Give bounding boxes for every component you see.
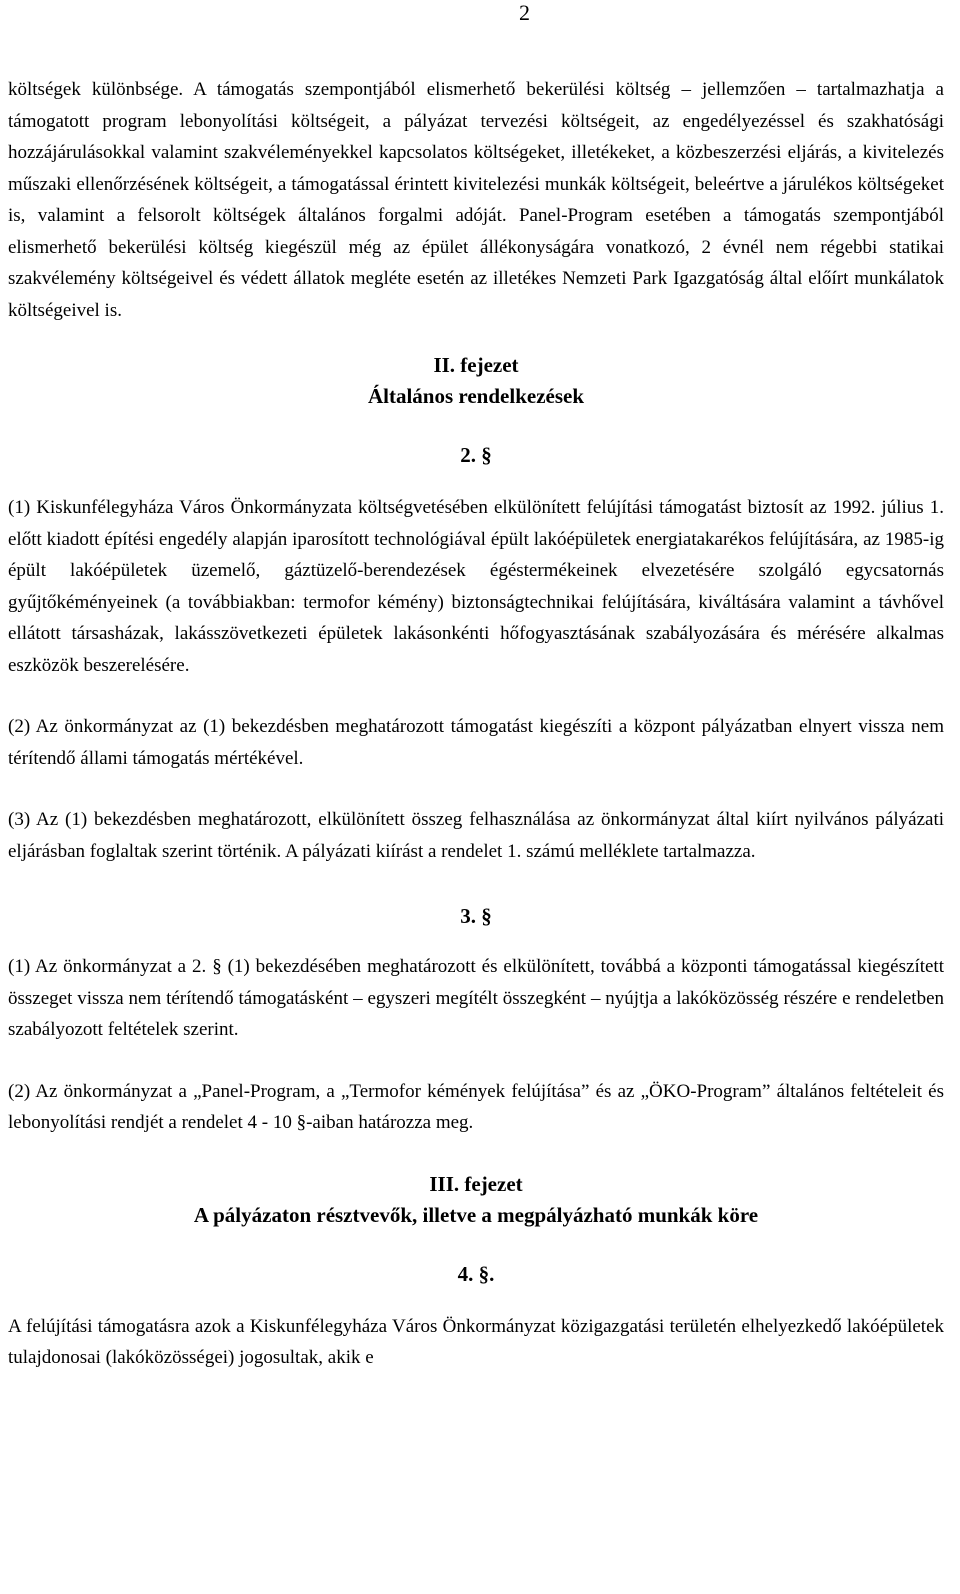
paragraph-4-1: A felújítási támogatásra azok a Kiskunfélegyháza Város Önkormányzat közigazgatási területén elhelyezkedő lakóépületek tulajdonosai (lakóközösségei) jogosultak, akik e: [8, 1315, 944, 1368]
section-mark-3: 3. §: [460, 904, 492, 928]
section-mark-4: 4. §.: [457, 1261, 495, 1286]
chapter-heading-2: [8, 350, 944, 412]
chapter-title: A pályázaton résztvevők, illetve a megpályázható munkák köre: [193, 1202, 759, 1227]
paragraph-2-2: (2) Az önkormányzat az (1) bekezdésben meghatározott támogatást kiegészíti a központ pályázatban elnyert vissza nem térítendő állami támogatás mértékével.: [8, 716, 944, 769]
paragraph-2-1: (1) Kiskunfélegyháza Város Önkormányzata költségvetésében elkülönített felújítási támogatást biztosít az 1992. július 1. előtt kiadott építési engedély alapján iparosított technológiával épült lakóépületek energiatakarékos felújítására, az 1985-ig épült lakóépületek üzemelő, gáztüzelő-berendezések égéstermékeinek elvezetésére szolgáló egycsatornás gyűjtőkéményeinek (a továbbiakban: termofor kémény) biztonságtechnikai felújítására, kiváltására valamint a távhővel ellátott társasházak, lakásszövetkezeti épületek lakásonkénti hőfogyasztásának szabályozására és mérésére alkalmas eszközök beszerelésére.: [8, 497, 944, 676]
paragraph-3-2: (2) Az önkormányzat a „Panel-Program, a „Termofor kémények felújítása” és az „ÖKO-Program” általános feltételeit és lebonyolítási rendjét a rendelet 4 - 10 §-aiban határozza meg.: [8, 1080, 944, 1133]
chapter-number: II. fejezet: [433, 353, 519, 377]
chapter-heading-3: [8, 1169, 944, 1231]
page-number: 2: [519, 0, 530, 25]
section-mark-2: 2. §: [460, 443, 492, 467]
paragraph-intro: költségek különbsége. A támogatás szempontjából elismerhető bekerülési költség – jellemzően – tartalmazhatja a támogatott program lebonyolítási költségeit, a pályázat tervezési költségeit, az engedélyezéssel és szakhatósági hozzájárulásokkal valamint szakvéleményekkel kapcsolatos költségeket, illetékeket, a közbeszerzési eljárás, a kivitelezés műszaki ellenőrzésének költségeit, a támogatással érintett kivitelezési munkák költségeit, beleértve a járulékos költségeket is, valamint a felsorolt költségek általános forgalmi adóját. Panel-Program esetében a támogatás szempontjából elismerhető bekerülési költség kiegészül még az épület állékonyságára vonatkozó, 2 évnél nem régebbi statikai szakvélemény költségeivel és védett állatok megléte esetén az illetékes Nemzeti Park Igazgatóság által előírt munkálatok költségeivel is.: [8, 79, 944, 321]
paragraph-2-3: (3) Az (1) bekezdésben meghatározott, elkülönített összeg felhasználása az önkormányzat által kiírt nyilvános pályázati eljárásban foglaltak szerint történik. A pályázati kiírást a rendelet 1. számú melléklete tartalmazza.: [8, 809, 944, 862]
chapter-number: III. fejezet: [429, 1171, 523, 1196]
chapter-title: Általános rendelkezések: [367, 384, 585, 408]
document-body: [8, 74, 944, 1374]
paragraph-3-1: (1) Az önkormányzat a 2. § (1) bekezdésében meghatározott és elkülönített, továbbá a központi támogatással kiegészített összeget vissza nem térítendő támogatásként – egyszeri megítélt összegként – nyújtja a lakóközösség részére e rendeletben szabályozott feltételek szerint.: [8, 956, 944, 1040]
